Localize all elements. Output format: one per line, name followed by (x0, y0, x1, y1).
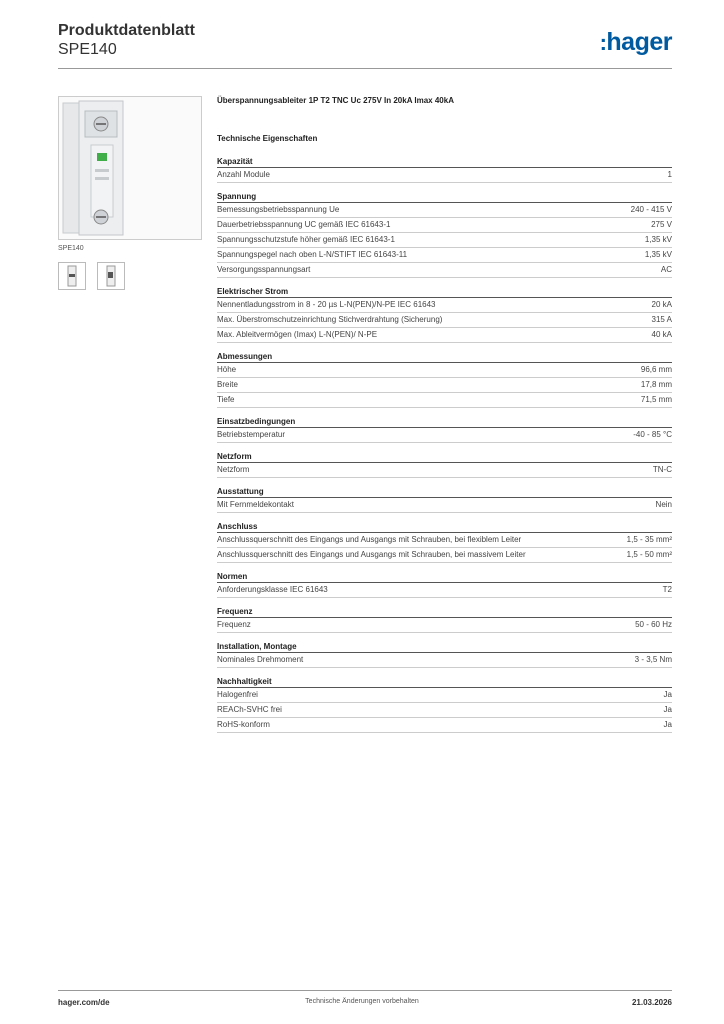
spec-row (217, 703, 672, 718)
spec-label: Nennentladungsstrom in 8 - 20 µs L-N(PEN)/N-PE IEC 61643 (217, 300, 436, 309)
section-title: Anschluss (217, 521, 672, 533)
spec-value: 275 V (651, 220, 672, 229)
spec-row (217, 533, 672, 548)
spec-section (217, 571, 672, 598)
spec-label: Betriebstemperatur (217, 430, 286, 439)
spec-row (217, 168, 672, 183)
spec-label: Netzform (217, 465, 250, 474)
spec-label: Nominales Drehmoment (217, 655, 304, 664)
product-thumbnail-2[interactable] (97, 262, 125, 290)
spec-row (217, 263, 672, 278)
product-image (58, 96, 202, 240)
spec-row (217, 463, 672, 478)
section-title: Elektrischer Strom (217, 286, 672, 298)
spec-section (217, 676, 672, 733)
spec-value: T2 (662, 585, 672, 594)
spec-label: Mit Fernmeldekontakt (217, 500, 294, 509)
spec-value: Ja (663, 720, 672, 729)
spec-label: Tiefe (217, 395, 235, 404)
spec-label: Höhe (217, 365, 237, 374)
spec-label: Breite (217, 380, 238, 389)
spec-row (217, 548, 672, 563)
spec-value: AC (660, 265, 672, 274)
spec-value: 40 kA (651, 330, 672, 339)
spec-label: Dauerbetriebsspannung UC gemäß IEC 61643-1 (217, 220, 391, 229)
spec-row (217, 688, 672, 703)
spec-label: Versorgungsspannungsart (217, 265, 311, 274)
spec-value: 17,8 mm (640, 380, 672, 389)
spec-value: Ja (663, 690, 672, 699)
product-thumbnail-1[interactable] (58, 262, 86, 290)
spec-label: Max. Überstromschutzeinrichtung Stichverdrahtung (Sicherung) (217, 315, 443, 324)
spec-value: TN-C (652, 465, 672, 474)
spec-row (217, 248, 672, 263)
spec-section (217, 451, 672, 478)
spec-value: 71,5 mm (640, 395, 672, 404)
section-title: Nachhaltigkeit (217, 676, 672, 688)
section-title: Spannung (217, 191, 672, 203)
spec-row (217, 428, 672, 443)
section-title: Installation, Montage (217, 641, 672, 653)
spec-label: Anschlussquerschnitt des Eingangs und Ausgangs mit Schrauben, bei massivem Leiter (217, 550, 526, 559)
spec-value: 50 - 60 Hz (635, 620, 672, 629)
spec-value: Ja (663, 705, 672, 714)
tech-properties-title: Technische Eigenschaften (217, 134, 318, 143)
spec-label: Bemessungsbetriebsspannung Ue (217, 205, 340, 214)
spec-section (217, 521, 672, 563)
spec-section (217, 606, 672, 633)
spec-label: Halogenfrei (217, 690, 258, 699)
spec-label: Anzahl Module (217, 170, 270, 179)
spec-row (217, 583, 672, 598)
spec-sections (217, 156, 672, 733)
spec-value: 1,5 - 35 mm² (626, 535, 672, 544)
spec-value: 1,5 - 50 mm² (626, 550, 672, 559)
spec-label: Anschlussquerschnitt des Eingangs und Ausgangs mit Schrauben, bei flexiblem Leiter (217, 535, 522, 544)
spec-label: Max. Ableitvermögen (Imax) L-N(PEN)/ N-PE (217, 330, 378, 339)
spec-section (217, 191, 672, 278)
spec-row (217, 363, 672, 378)
spec-content (217, 96, 672, 741)
page-title: Produktdatenblatt (58, 22, 195, 39)
spec-section (217, 286, 672, 343)
footer-date: 21.03.2026 (631, 998, 672, 1007)
spec-row (217, 203, 672, 218)
spec-row (217, 328, 672, 343)
spec-row (217, 653, 672, 668)
spec-value: Nein (655, 500, 672, 509)
spec-value: 315 A (651, 315, 672, 324)
spec-label: Frequenz (217, 620, 251, 629)
spec-section (217, 351, 672, 408)
spec-value: 1,35 kV (644, 250, 672, 259)
spec-label: Anforderungsklasse IEC 61643 (217, 585, 328, 594)
section-title: Abmessungen (217, 351, 672, 363)
footer-disclaimer: Technische Änderungen vorbehalten (305, 998, 419, 1005)
hager-logo[interactable]: :hager (599, 28, 672, 56)
spec-section (217, 156, 672, 183)
spec-label: RoHS-konform (217, 720, 270, 729)
header-divider (58, 68, 672, 69)
section-title: Normen (217, 571, 672, 583)
spec-value: -40 - 85 °C (633, 430, 672, 439)
spec-row (217, 298, 672, 313)
spec-value: 3 - 3,5 Nm (634, 655, 672, 664)
spec-row (217, 618, 672, 633)
spec-label: REACh-SVHC frei (217, 705, 282, 714)
footer-divider (58, 990, 672, 991)
spec-value: 240 - 415 V (630, 205, 672, 214)
spec-row (217, 718, 672, 733)
page-header (58, 22, 195, 60)
spec-value: 96,6 mm (640, 365, 672, 374)
section-title: Netzform (217, 451, 672, 463)
spec-value: 20 kA (651, 300, 672, 309)
spec-row (217, 218, 672, 233)
spec-row (217, 313, 672, 328)
product-image-label: SPE140 (58, 245, 84, 252)
spec-section (217, 486, 672, 513)
footer-website-link[interactable]: hager.com/de (58, 998, 110, 1007)
spec-row (217, 233, 672, 248)
section-title: Kapazität (217, 156, 672, 168)
product-name: Überspannungsableiter 1P T2 TNC Uc 275V In 20kA Imax 40kA (217, 96, 454, 105)
section-title: Frequenz (217, 606, 672, 618)
spec-row (217, 498, 672, 513)
section-title: Ausstattung (217, 486, 672, 498)
page-subtitle: SPE140 (58, 41, 117, 58)
spec-row (217, 393, 672, 408)
spec-label: Spannungspegel nach oben L-N/STIFT IEC 61643-11 (217, 250, 408, 259)
section-title: Einsatzbedingungen (217, 416, 672, 428)
spec-section (217, 416, 672, 443)
spec-section (217, 641, 672, 668)
spec-value: 1 (667, 170, 672, 179)
spec-row (217, 378, 672, 393)
spec-label: Spannungsschutzstufe höher gemäß IEC 61643-1 (217, 235, 395, 244)
spec-value: 1,35 kV (644, 235, 672, 244)
